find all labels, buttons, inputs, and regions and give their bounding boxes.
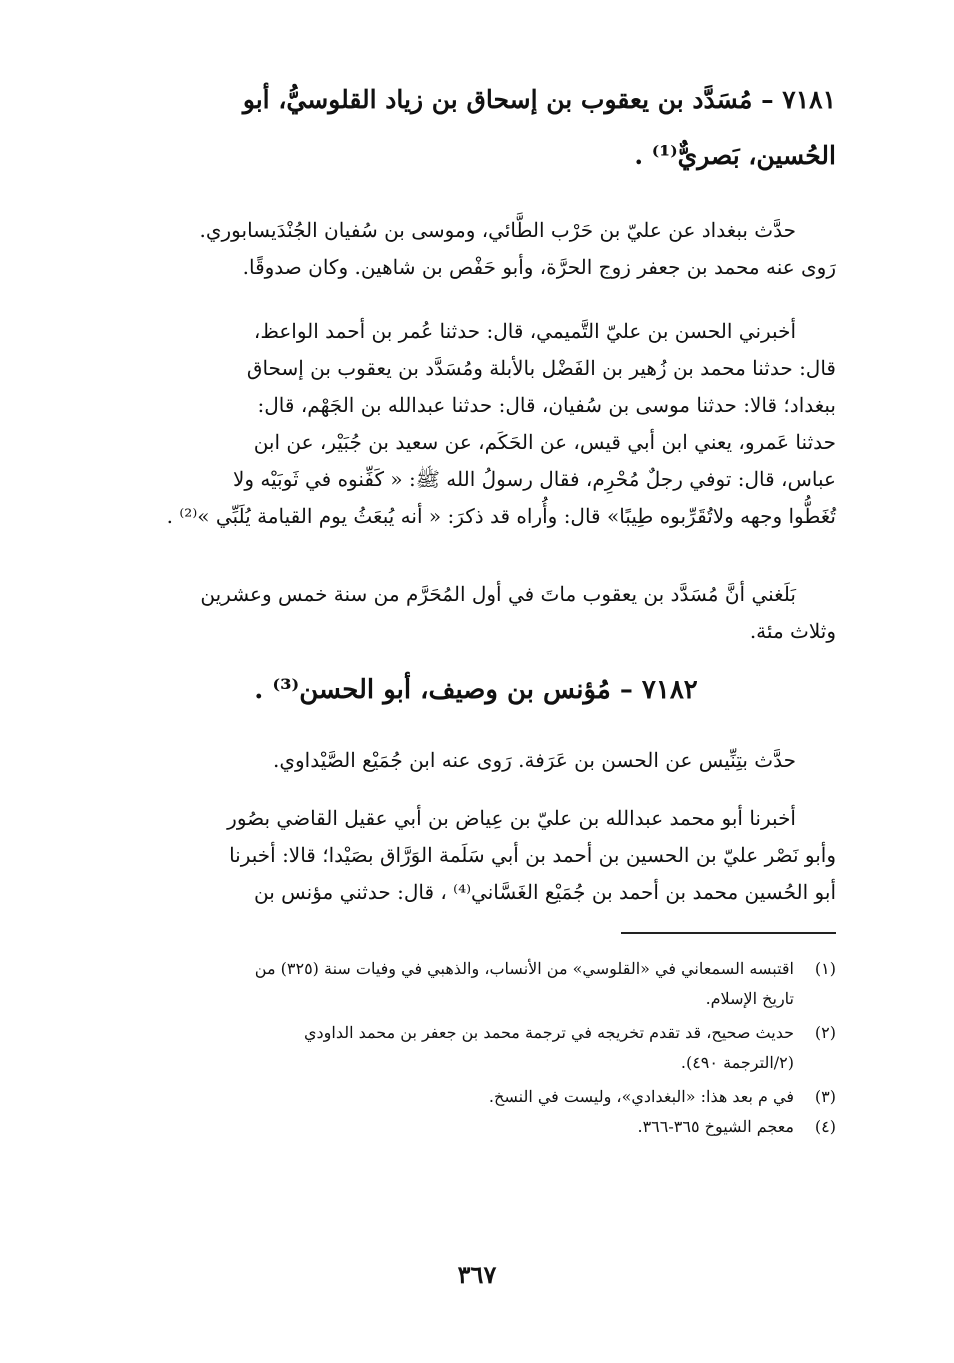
footnote-1: [116, 954, 836, 1014]
paragraph-line: رَوى عنه محمد بن جعفر زوج الحرَّة، وأبو حَفْص بن شاهين. وكان صدوقًا.: [242, 255, 836, 279]
page-number: ٣٦٧: [457, 1260, 497, 1289]
heading-line: ٧١٨١ – مُسَدَّد بن يعقوب بن إسحاق بن زياد القلوسيُّ، أبو: [242, 85, 836, 114]
paragraph-line: ببغداد؛ قالا: حدثنا موسى بن سُفيان، قال: حدثنا عبدالله بن الجَهْم، قال:: [257, 393, 836, 417]
entry-7182-heading: ٧١٨٢ – مُؤنس بن وصيف، أبو الحسن⁽³⁾ .: [254, 675, 698, 705]
paragraph-line: عباس، قال: توفي رجلٌ مُحْرِم، فقال رسولُ الله ﷺ: « كَفِّنوه في ثَوبَيْه ولا: [232, 467, 836, 491]
footnote-line: (٢/الترجمة ٤٩٠).: [680, 1053, 794, 1072]
paragraph-line: قال: حدثنا محمد بن زُهير بن الفَضْل بالأبلة ومُسَدَّد بن يعقوب بن إسحاق: [246, 356, 836, 380]
footnote-line: تاريخ الإسلام.: [705, 989, 794, 1008]
footnote-line: اقتبسه السمعاني في «القلوسي» من الأنساب، والذهبي في وفيات سنة (٣٢٥) من: [254, 959, 794, 978]
footnote-number: (٢): [814, 1023, 836, 1042]
footnotes: [116, 954, 836, 1142]
paragraph-line: حدثنا عَمرو، يعني ابن أبي قيس، عن الحَكَم، عن سعيد بن جُبَيْر، عن ابن: [253, 430, 836, 454]
paragraph-line: بَلَغني أنَّ مُسَدَّد بن يعقوب ماتَ في أول المُحَرَّم من سنة خمس وعشرين: [200, 582, 796, 606]
entry-7181-paragraph-2: [116, 313, 836, 535]
paragraph-line: وأبو نَصْر عليّ بن الحسين بن أحمد بن أبي سَلَمة الوَرَّاق بصَيْدا؛ قالا: أخبرنا: [229, 843, 836, 867]
entry-7182-paragraph-2: [116, 800, 836, 911]
paragraph-line: تُغَطُّوا وجهه ولاتُقَرِّبوه طِيبًا» قال: وأُراه قد ذكرَ: « أنه يُبعَثُ يوم القيامة يُلَبِّي »⁽²⁾ .: [166, 504, 836, 528]
footnote-3: [116, 1082, 836, 1112]
entry-7181-paragraph-1: [116, 212, 836, 286]
entry-7181-heading: [116, 72, 836, 184]
footnote-4: [116, 1112, 836, 1142]
footnote-text: [116, 1018, 794, 1078]
heading-line: الحُسين، بَصريٌّ⁽¹⁾ .: [634, 141, 836, 170]
footnote-line: حديث صحيح، قد تقدم تخريجه في ترجمة محمد بن جعفر بن محمد الداودي: [304, 1023, 794, 1042]
entry-7181-paragraph-3: [116, 576, 836, 650]
footnote-number: (١): [814, 959, 836, 978]
footnote-2: [116, 1018, 836, 1078]
footnote-number: (٣): [814, 1087, 836, 1106]
footnote-line: في م بعد هذا: «البغدادي»، وليست في النسخ.: [488, 1087, 794, 1106]
paragraph-line: حدَّث ببغداد عن عليّ بن حَرْب الطَّائي، وموسى بن سُفيان الجُنْدَيسابوري.: [199, 218, 796, 242]
footnote-text: [116, 954, 794, 1014]
paragraph-line: حدَّث بتِنِّيس عن الحسن بن عَرَفة. رَوى عنه ابن جُمَيْع الصَّيْداوي.: [273, 748, 796, 772]
footnote-text: [116, 1112, 794, 1142]
footnote-number: (٤): [814, 1117, 836, 1136]
paragraph-line: أبو الحُسين محمد بن أحمد بن جُمَيْع الغَسَّاني⁽⁴⁾ ، قال: حدثني مؤنس بن: [253, 880, 836, 904]
paragraph-line: وثلاث مئة.: [749, 619, 836, 643]
footnote-divider: [621, 932, 836, 934]
paragraph-line: أخبرني الحسن بن عليّ التَّميمي، قال: حدثنا عُمر بن أحمد الواعظ،: [253, 319, 796, 343]
footnote-line: معجم الشيوخ ٣٦٥-٣٦٦.: [637, 1117, 794, 1136]
paragraph-line: أخبرنا أبو محمد عبدالله بن عليّ بن عِياض بن أبي عقيل القاضي بصُور: [227, 806, 796, 830]
footnote-text: [116, 1082, 794, 1112]
entry-7182-paragraph-1: [116, 742, 836, 779]
